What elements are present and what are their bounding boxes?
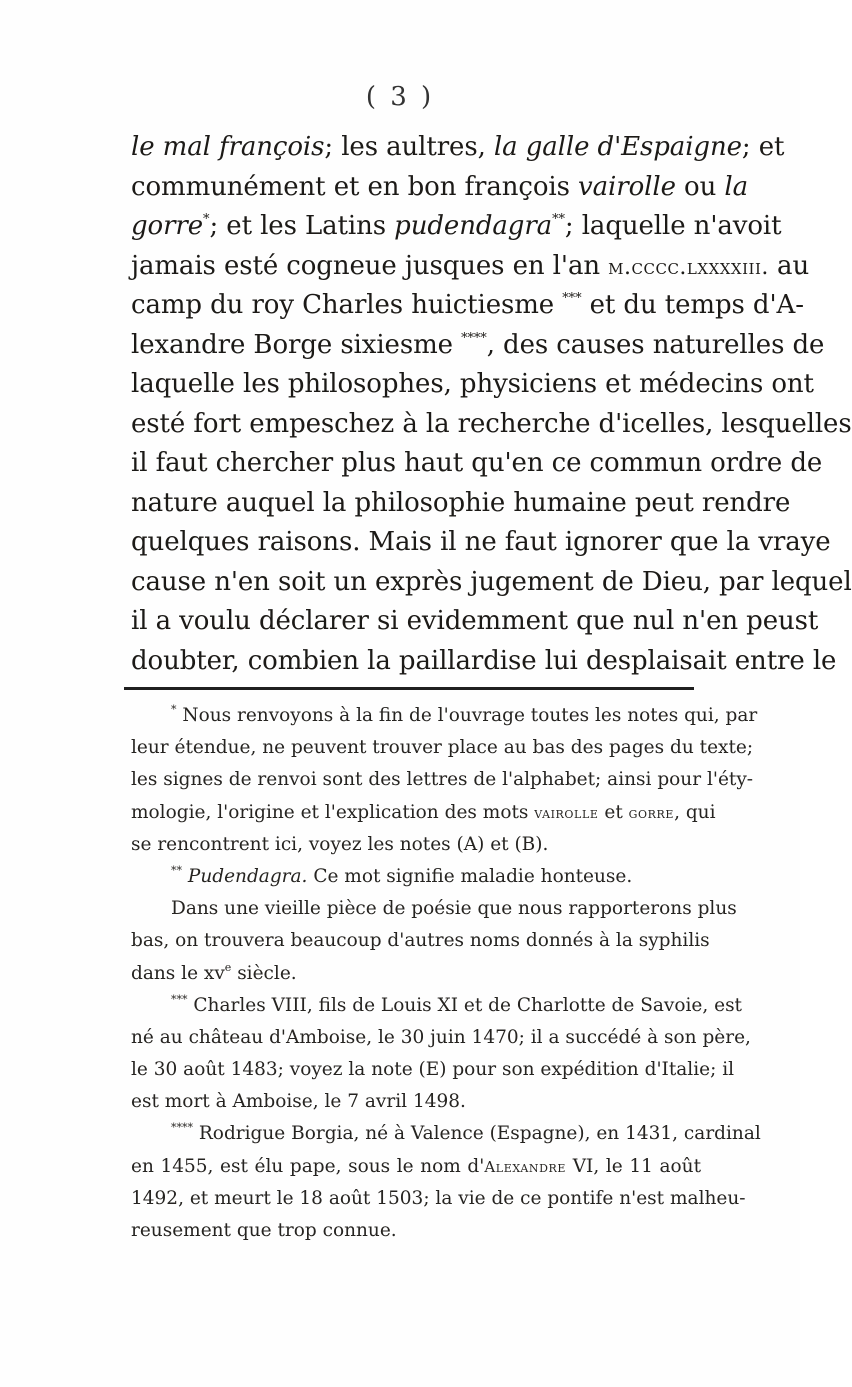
note-ref: * (203, 212, 210, 227)
footnotes (131, 700, 761, 1247)
note-ref: ** (552, 212, 565, 227)
text-line: nature auquel la philosophie humaine peut rendre (131, 487, 791, 518)
footnote-line: ** Pudendagra. Ce mot signifie maladie honteuse. (171, 863, 633, 887)
text-line: quelques raisons. Mais il ne faut ignorer que la vraye (131, 527, 831, 557)
text-line: il faut chercher plus haut qu'en ce commun ordre de (131, 448, 823, 478)
footnote-separator (124, 687, 694, 690)
footnote-line: 1492, et meurt le 18 août 1503; la vie de ce pontife n'est malheu- (131, 1187, 746, 1209)
footnote-line: dans le $xv^e$ siècle. (131, 960, 297, 984)
footnote-line: leur étendue, ne peuvent trouver place au bas des pages du texte; (131, 737, 754, 759)
footnote-line: en 1455, est élu pape, sous le nom d'Alexandre VI, le 11 août (131, 1155, 701, 1177)
footnote-line: *** Charles VIII, fils de Louis XI et de Charlotte de Savoie, est (171, 992, 742, 1016)
footnote-line: Dans une vieille pièce de poésie que nous rapporterons plus (171, 898, 737, 920)
footnote-line: est mort à Amboise, le 7 avril 1498. (131, 1091, 466, 1113)
footnote-line: né au château d'Amboise, le 30 juin 1470; il a succédé à son père, (131, 1026, 751, 1048)
text-line: doubter, combien la paillardise lui desplaisait entre le (131, 645, 837, 676)
text-line: communément et en bon françois vairolle ou la (131, 171, 749, 202)
text-line: cause n'en soit un exprès jugement de Dieu, par lequel (131, 566, 852, 597)
footnote-line: **** Rodrigue Borgia, né à Valence (Espagne), en 1431, cardinal (171, 1121, 761, 1145)
note-marker: *** (171, 992, 188, 1006)
footnote-line: le 30 août 1483; voyez la note (E) pour son expédition d'Italie; il (131, 1059, 735, 1081)
footnote-line: reusement que trop connue. (131, 1220, 397, 1241)
main-text (131, 128, 852, 681)
text-line: camp du roy Charles huictiesme *** et du temps d'A- (131, 290, 804, 320)
footnote-line: mologie, l'origine et l'explication des mots vairolle et gorre, qui (131, 801, 716, 823)
footnote-line: se rencontrent ici, voyez les notes (A) et (B). (131, 833, 549, 855)
text-line: lexandre Borge sixiesme ****, des causes naturelles de (131, 329, 825, 360)
text-line: esté fort empeschez à la recherche d'icelles, lesquelles (131, 408, 852, 439)
text-line: laquelle les philosophes, physiciens et médecins ont (131, 369, 814, 399)
page-number: ( 3 ) (365, 82, 435, 112)
text-line: gorre*; et les Latins pudendagra**; laquelle n'avoit (131, 211, 782, 241)
footnote-line: * Nous renvoyons à la fin de l'ouvrage toutes les notes qui, par (171, 703, 758, 726)
note-marker: * (171, 703, 177, 716)
text-line: le mal françois; les aultres, la galle d'Espaigne; et (131, 132, 785, 162)
note-ref: **** (461, 330, 487, 346)
note-marker: ** (171, 863, 182, 877)
note-ref: *** (562, 291, 582, 306)
footnote-line: les signes de renvoi sont des lettres de l'alphabet; ainsi pour l'éty- (131, 769, 754, 791)
text-line: jamais esté cogneue jusques en l'an m.cccc.lxxxxiii. au (131, 250, 810, 281)
footnote-line: bas, on trouvera beaucoup d'autres noms donnés à la syphilis (131, 930, 710, 952)
note-marker: **** (171, 1121, 193, 1135)
text-line: il a voulu déclarer si evidemment que nul n'en peust (131, 606, 819, 636)
